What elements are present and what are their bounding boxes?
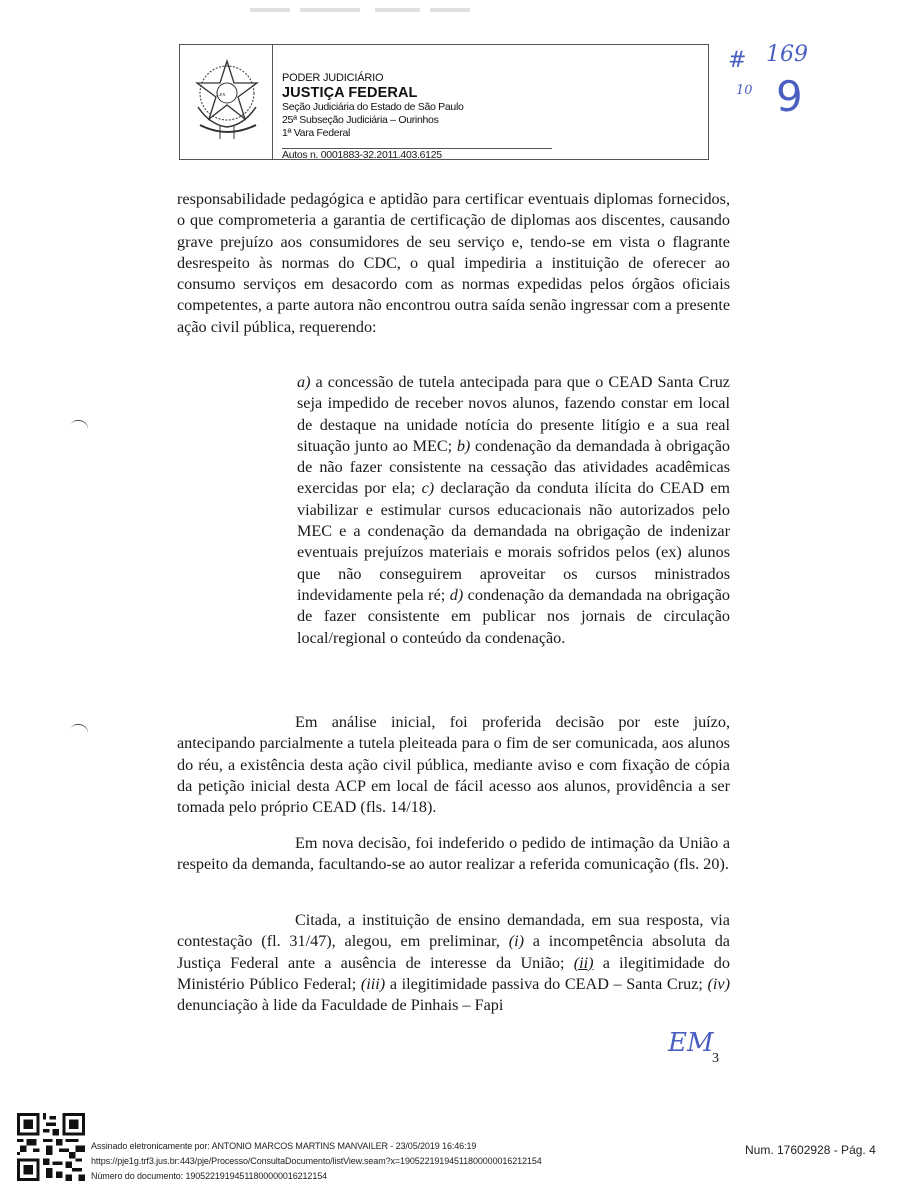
- page-reference: Num. 17602928 - Pág. 4: [745, 1143, 876, 1157]
- punch-hole-mark-2: [69, 722, 90, 740]
- request-a-label: a): [297, 373, 311, 391]
- case-number: Autos n. 0001883-32.2011.403.6125: [282, 149, 442, 161]
- paragraph-3: Em nova decisão, foi indeferido o pedido de intimação da União a respeito da demanda, facultando-se ao autor realizar a referida comunicação (fls. 20).: [177, 834, 730, 874]
- request-d-label: d): [449, 585, 464, 604]
- paragraph-1: responsabilidade pedagógica e aptidão para certificar eventuais diplomas fornecidos, o que comprometeria a garantia de certificação de diplomas aos discentes, causando grave prejuízo aos consumidores de seu serviço e, tendo-se em vista o flagrante desrespeito às normas do CDC, o qual impediria a instituição de oferecer ao consumo serviços em desacordo com as normas expedidas pelos órgãos oficiais competentes, a parte autora não encontrou outra saída senão ingressar com a presente ação civil pública, requerendo:: [177, 190, 730, 336]
- request-a-text: a concessão de tutela antecipada para que o CEAD Santa Cruz seja impedido de receber novos alunos, fazendo constar em local de destaque na unidade notícia do presente litígio e a sua real situação junto ao MEC;: [297, 373, 730, 455]
- request-d-text: condenação da demandada na obrigação de fazer consistente em publicar nos jornais de circulação local/regional o conteúdo da condenação.: [297, 585, 730, 647]
- seal-cell: [180, 45, 273, 159]
- coat-of-arms-seal: [190, 55, 264, 143]
- paragraph-4: [177, 910, 730, 1016]
- p4-item-ii: (ii): [573, 953, 594, 972]
- p4-text-0: Citada, a instituição de ensino demandada, em sua resposta, via contestação (fl. 31/47), alegou, em preliminar,: [177, 911, 730, 951]
- request-b-text: condenação da demandada à obrigação de não fazer consistente na cessação das atividades acadêmicas exercidas por ela;: [297, 436, 730, 498]
- handwritten-hash: #: [728, 48, 747, 73]
- header-secao: Seção Judiciária do Estado de São Paulo: [282, 101, 464, 113]
- paragraph-2: Em análise inicial, foi proferida decisão por este juízo, antecipando parcialmente a tutela pleiteada para o fim de ser comunicada, aos alunos do réu, a existência desta ação civil pública, mediante aviso e com fixação de cópia da petição inicial desta ACP em local de fácil acesso aos alunos, providência a ser tomada pelo próprio CEAD (fls. 14/18).: [177, 713, 730, 817]
- p4-text-2: a ilegitimidade do Ministério Público Federal;: [177, 953, 730, 993]
- header-justica-federal: JUSTIÇA FEDERAL: [282, 85, 418, 101]
- page-number: 3: [712, 1051, 719, 1066]
- seal-text: Lex: [216, 92, 226, 98]
- header-subsecao: 25ª Subseção Judiciária – Ourinhos: [282, 114, 439, 126]
- p4-text-3: a ilegitimidade passiva do CEAD – Santa Cruz;: [385, 974, 708, 993]
- p4-text-4: denunciação à lide da Faculdade de Pinhais – Fapi: [177, 996, 504, 1015]
- quoted-requests: [297, 372, 730, 649]
- p4-item-iv: (iv): [707, 974, 730, 993]
- document-number: Número do documento: 19052219194511800000016212154: [91, 1171, 328, 1181]
- p4-text-1: a incompetência absoluta da Justiça Federal ante a ausência de interesse da União;: [177, 932, 730, 972]
- p4-item-i: (i): [508, 932, 524, 951]
- handwritten-folio: 9: [776, 72, 803, 121]
- handwritten-folio-old: 169: [766, 42, 808, 67]
- handwritten-sub: 10: [736, 83, 753, 98]
- letterhead: [179, 44, 709, 160]
- letterhead-text: [282, 72, 464, 140]
- handwritten-initials: EM: [668, 1028, 714, 1058]
- document-url[interactable]: https://pje1g.trf3.jus.br:443/pje/Processo/ConsultaDocumento/listView.seam?x=19052219194511800000016212154: [91, 1156, 542, 1166]
- header-poder-judiciario: PODER JUDICIÁRIO: [282, 72, 384, 84]
- header-vara: 1ª Vara Federal: [282, 127, 351, 139]
- p4-item-iii: (iii): [360, 974, 386, 993]
- punch-hole-mark-1: [69, 418, 90, 436]
- request-c-label: c): [421, 479, 435, 498]
- request-c-text: declaração da conduta ilícita do CEAD em viabilizar e estimular cursos educacionais não autorizados pelo MEC e a condenação da demandada na obrigação de indenizar eventuais prejuízos materiais e morais sofridos pelos (ex) alunos que não conseguirem aproveitar os cursos ministrados indevidamente pela ré;: [297, 479, 730, 604]
- bleed-through-text: [250, 3, 480, 13]
- signature-line: Assinado eletronicamente por: ANTONIO MARCOS MARTINS MANVAILER - 23/05/2019 16:46:19: [91, 1141, 477, 1151]
- request-b-label: b): [456, 436, 471, 455]
- qr-code-icon: [17, 1113, 85, 1181]
